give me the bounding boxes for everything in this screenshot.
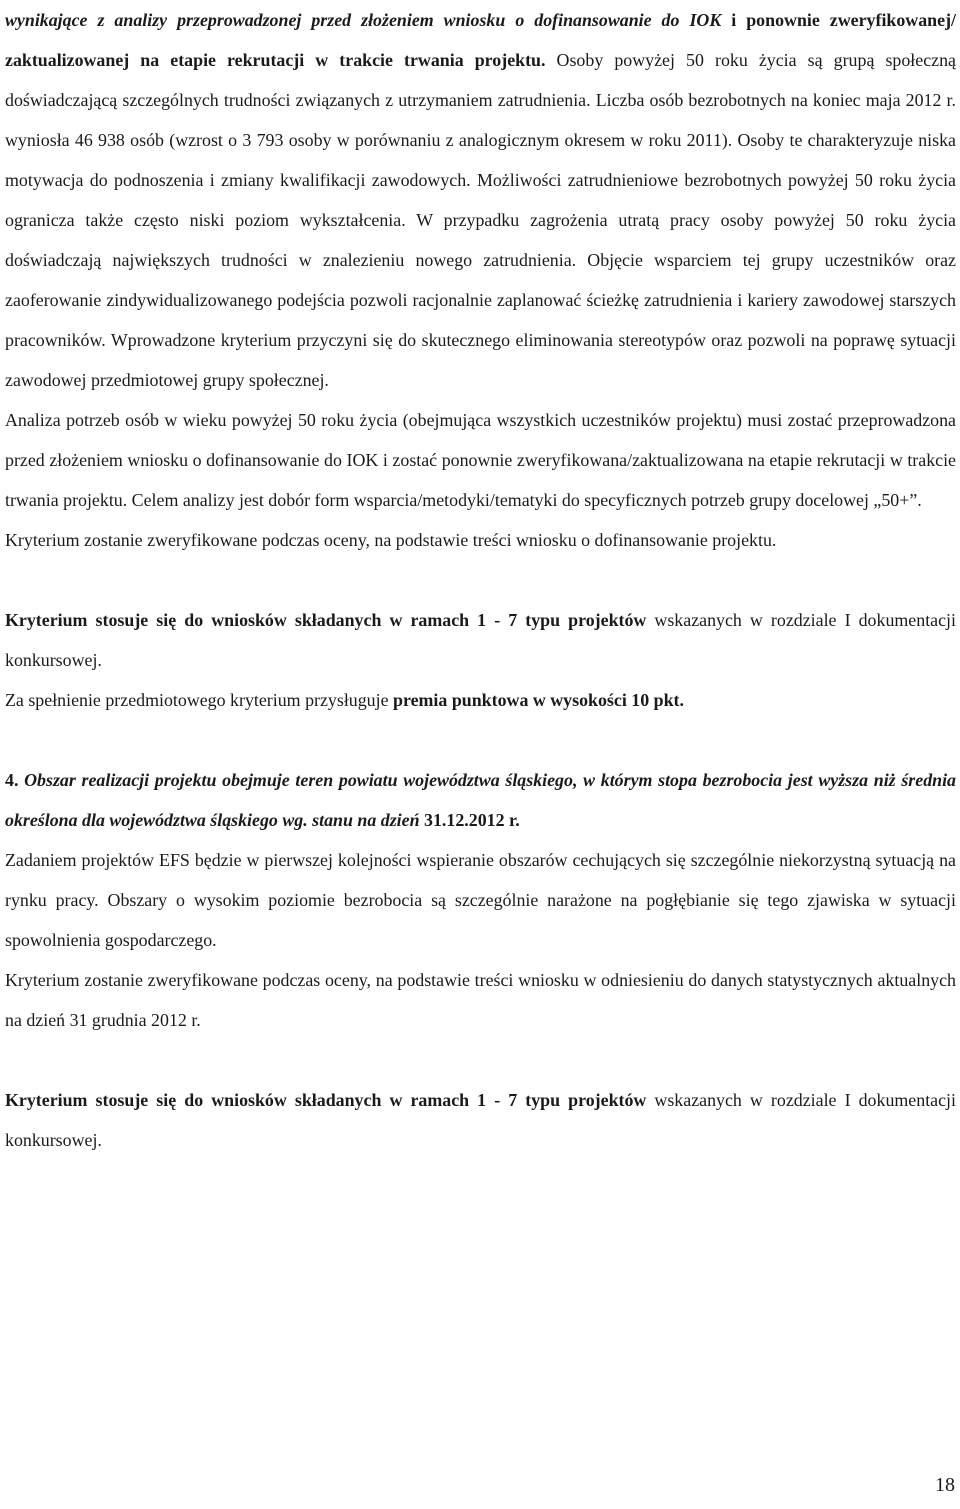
paragraph-applies-1 — [5, 600, 956, 680]
paragraph-analysis-requirement — [5, 400, 956, 520]
efs-task-text: Zadaniem projektów EFS będzie w pierwszej kolejności wspieranie obszarów cechujących się szczególnie niekorzystną sytuacją na rynku pracy. Obszary o wysokim poziomie bezrobocia są szczególnie narażone na pogłębianie się tego zjawiska w sytuacji spowolnienia gospodarczego. — [5, 850, 956, 950]
criterion-4-date: 31.12.2012 r. — [419, 810, 520, 830]
spacer — [5, 1040, 956, 1080]
paragraph-verification-1 — [5, 520, 956, 560]
applies-bold-2: Kryterium stosuje się do wniosków składanych w ramach 1 - 7 typu projektów — [5, 1090, 647, 1110]
spacer — [5, 720, 956, 760]
page-number: 18 — [935, 1474, 955, 1496]
bonus-plain: Za spełnienie przedmiotowego kryterium przysługuje — [5, 690, 394, 710]
spacer — [5, 560, 956, 600]
document-page — [5, 0, 956, 1160]
criterion-4-area: Obszar realizacji projektu obejmuje teren powiatu województwa śląskiego, w którym stopa bezrobocia jest wyższa niż średnia określona dla województwa śląskiego wg. stanu na dzień — [5, 770, 957, 830]
paragraph-criterion-4 — [5, 760, 956, 840]
paragraph-bonus — [5, 680, 956, 720]
criterion-justification: Osoby powyżej 50 roku życia są grupą społeczną doświadczającą szczególnych trudności związanych z utrzymaniem zatrudnienia. Liczba osób bezrobotnych na koniec maja 2012 r. wyniosła 46 938 osób (wzrost o 3 793 osoby w porównaniu z analogicznym okresem w roku 2011). Osoby te charakteryzuje niska motywacja do podnoszenia i zmiany kwalifikacji zawodowych. Możliwości zatrudnieniowe bezrobotnych powyżej 50 roku życia ogranicza także często niski poziom wykształcenia. W przypadku zagrożenia utratą pracy osoby powyżej 50 roku życia doświadczają największych trudności w znalezieniu nowego zatrudnienia. Objęcie wsparciem tej grupy uczestników oraz zaoferowanie zindywidualizowanego podejścia pozwoli racjonalnie zaplanować ścieżkę zatrudnienia i kariery zawodowej starszych pracowników. Wprowadzone kryterium przyczyni się do skutecznego eliminowania stereotypów oraz pozwoli na poprawę sytuacji zawodowej przedmiotowej grupy społecznej. — [5, 50, 956, 390]
applies-rest-1: wskazanych w rozdziale I dokumentacji konkursowej. — [5, 610, 956, 670]
applies-bold-1: Kryterium stosuje się do wniosków składanych w ramach 1 - 7 typu projektów — [5, 610, 647, 630]
bonus-points: premia punktowa w wysokości 10 pkt. — [393, 690, 684, 710]
criterion-line-1: wynikające z analizy przeprowadzonej przed złożeniem wniosku o dofinansowanie do IOK — [5, 10, 722, 30]
analysis-text: Analiza potrzeb osób w wieku powyżej 50 roku życia (obejmująca wszystkich uczestników projektu) musi zostać przeprowadzona przed złożeniem wniosku o dofinansowanie do IOK i zostać ponownie zweryfikowana/zaktualizowana na etapie rekrutacji w trakcie trwania projektu. Celem analizy jest dobór form wsparcia/metodyki/tematyki do specyficznych potrzeb grupy docelowej „50+”. — [5, 410, 956, 510]
verification-text-2: Kryterium zostanie zweryfikowane podczas oceny, na podstawie treści wniosku w odniesieniu do danych statystycznych aktualnych na dzień 31 grudnia 2012 r. — [5, 970, 956, 1030]
paragraph-efs-task — [5, 840, 956, 960]
paragraph-verification-2 — [5, 960, 956, 1040]
criterion-4-number: 4. — [5, 770, 25, 790]
verification-text-1: Kryterium zostanie zweryfikowane podczas oceny, na podstawie treści wniosku o dofinansowanie projektu. — [5, 530, 777, 550]
paragraph-applies-2 — [5, 1080, 956, 1160]
criterion-line-2: i ponownie zweryfikowanej/ zaktualizowanej na etapie rekrutacji w trakcie trwania projektu. — [5, 10, 956, 70]
paragraph-criterion-description — [5, 0, 956, 400]
applies-rest-2: wskazanych w rozdziale I dokumentacji konkursowej. — [5, 1090, 956, 1150]
